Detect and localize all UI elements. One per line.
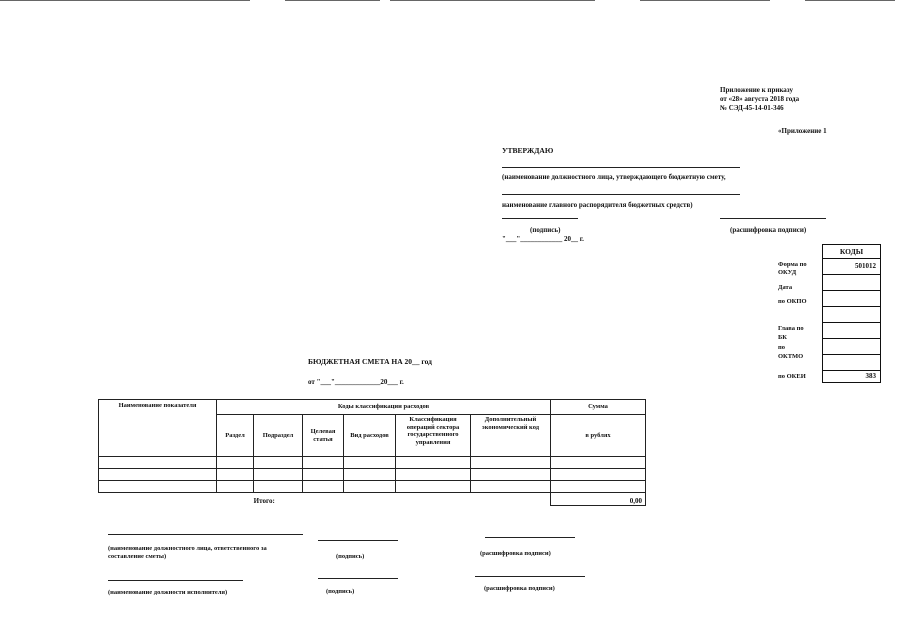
resp-decoding-caption: (расшифровка подписи) [480, 550, 551, 557]
col-header-sum-group: Сумма [551, 400, 646, 415]
resp-signature-line [318, 540, 398, 541]
codes-value-bk [823, 323, 880, 339]
codes-label-date: Дата [778, 284, 793, 291]
approve-title: УТВЕРЖДАЮ [502, 146, 554, 155]
exec-signature-caption: (подпись) [326, 588, 355, 595]
col-header-kosgu: Классификация операций сектора государственного управления [396, 415, 471, 457]
codes-label-okpo: по ОКПО [778, 298, 807, 305]
annex-order-line1: Приложение к приказу [720, 86, 793, 94]
codes-value-okpo [823, 291, 880, 307]
scan-artifact-line [390, 0, 595, 1]
codes-label-okud-1: Форма по [778, 261, 807, 268]
estimate-table [98, 399, 646, 506]
scan-artifact-line [0, 0, 200, 1]
exec-decoding-caption: (расшифровка подписи) [484, 585, 555, 592]
resp-caption: (наименование должностного лица, ответственного за составление сметы) [108, 545, 267, 560]
col-header-target: Целевая статья [303, 415, 344, 457]
codes-label-bk-1: Глава по [778, 325, 804, 332]
approve-decoding-line [720, 218, 826, 219]
approve-signature-line [502, 218, 578, 219]
table-row [99, 481, 646, 493]
codes-label-oktmo-1: по [778, 344, 785, 351]
codes-value-blank [823, 307, 880, 323]
approve-position-caption: (наименование должностного лица, утверждающего бюджетную смету, [502, 173, 726, 181]
codes-label-bk-2: БК [778, 334, 788, 341]
codes-header: КОДЫ [823, 245, 880, 259]
approve-manager-line [502, 194, 740, 195]
scan-artifact-line [180, 0, 250, 1]
col-header-rubles: в рублях [551, 415, 646, 457]
col-header-type: Вид расходов [344, 415, 396, 457]
codes-box [822, 244, 881, 383]
resp-decoding-line [485, 537, 575, 538]
total-label: Итого: [253, 497, 275, 505]
total-value: 0,00 [551, 493, 646, 506]
exec-position-line [108, 580, 243, 581]
approve-decoding-caption: (расшифровка подписи) [730, 226, 807, 234]
exec-caption: (наименование должности исполнителя) [108, 589, 228, 596]
estimate-title: БЮДЖЕТНАЯ СМЕТА НА 20__ год [308, 357, 432, 366]
table-row [99, 469, 646, 481]
annex-number: «Приложение 1 [778, 127, 827, 135]
approve-date-line: "___"____________ 20__ г. [502, 235, 584, 243]
codes-value-okei: 383 [823, 371, 880, 383]
annex-order-line3: № СЭД-45-14-01-346 [720, 104, 784, 112]
table-row [99, 457, 646, 469]
col-header-codes-group: Коды классификации расходов [217, 400, 551, 415]
codes-label-oktmo-2: ОКТМО [778, 353, 804, 360]
estimate-date-line: от "___"_____________20___ г. [308, 378, 404, 386]
col-header-name: Наименование показателя [99, 400, 217, 457]
codes-value-okud: 501012 [823, 259, 880, 275]
codes-value-date [823, 275, 880, 291]
col-header-extra: Дополнительный экономический код [471, 415, 551, 457]
resp-signature-caption: (подпись) [336, 553, 365, 560]
exec-decoding-line [475, 576, 585, 577]
approve-signature-caption: (подпись) [530, 226, 561, 234]
scan-artifact-line [640, 0, 770, 1]
annex-order-line2: от «28» августа 2018 года [720, 95, 800, 103]
codes-label-okei: по ОКЕИ [778, 373, 806, 380]
scan-artifact-line [285, 0, 380, 1]
col-header-section: Раздел [217, 415, 254, 457]
col-header-subsection: Подраздел [254, 415, 303, 457]
scan-artifact-line [805, 0, 895, 1]
codes-label-okud-2: ОКУД [778, 269, 797, 276]
resp-position-line [108, 534, 303, 535]
codes-value-blank2 [823, 355, 880, 371]
approve-position-line [502, 167, 740, 168]
approve-manager-caption: наименование главного распорядителя бюджетных средств) [502, 201, 693, 209]
codes-value-oktmo [823, 339, 880, 355]
exec-signature-line [318, 578, 398, 579]
